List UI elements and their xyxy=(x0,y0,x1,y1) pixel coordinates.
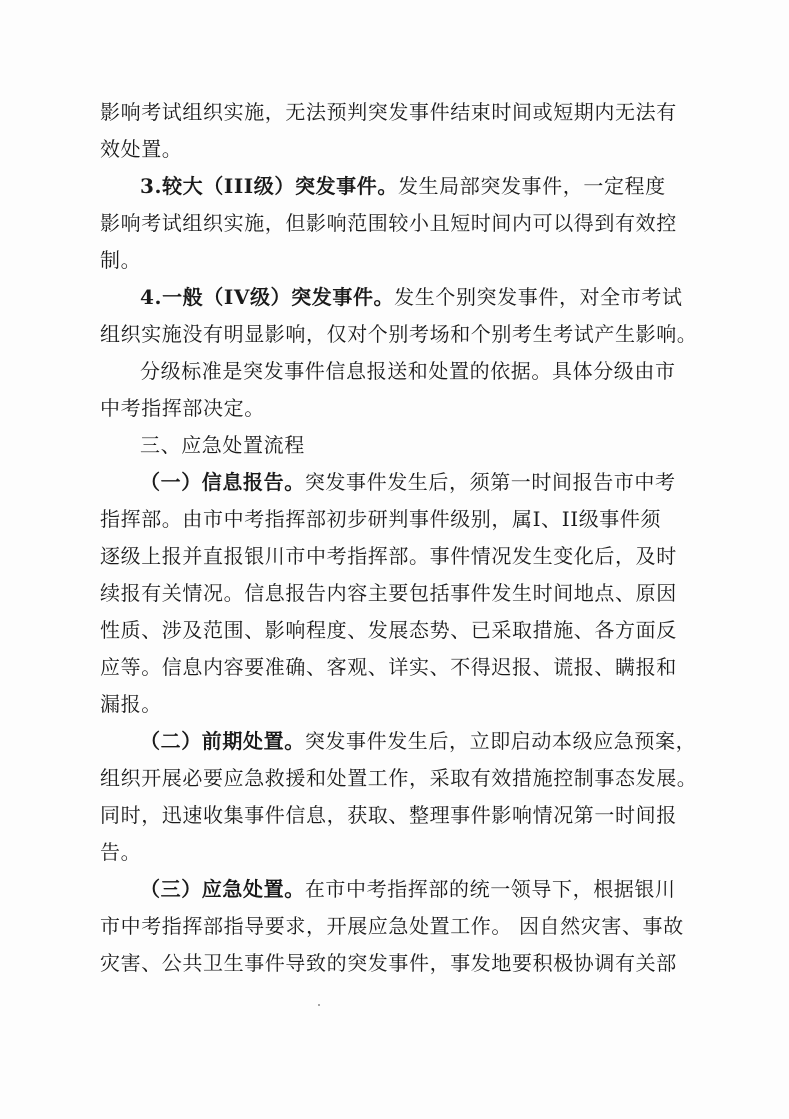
text-run: 制。 xyxy=(100,248,142,272)
text-line xyxy=(100,649,702,686)
text-line xyxy=(100,834,702,871)
text-run: 同时，迅速收集事件信息，获取、整理事件影响情况第一时间报 xyxy=(100,803,677,827)
text-line xyxy=(100,94,702,131)
text-run: 效处置。 xyxy=(100,137,183,161)
text-line xyxy=(100,797,702,834)
text-line xyxy=(100,464,702,501)
text-run: 漏报。 xyxy=(100,692,162,716)
text-run: 在市中考指挥部的统一领导下，根据银川 xyxy=(304,877,676,901)
text-line xyxy=(100,686,702,723)
text-run: 逐级上报并直报银川市中考指挥部。事件情况发生变化后，及时 xyxy=(100,544,677,568)
scan-speck xyxy=(318,1004,320,1006)
text-run: 灾害、公共卫生事件导致的突发事件，事发地要积极协调有关部 xyxy=(100,951,677,975)
text-line xyxy=(100,501,702,538)
text-line xyxy=(100,205,702,242)
text-line xyxy=(100,316,702,353)
text-run: 发生个别突发事件，对全市考试 xyxy=(394,285,683,309)
text-run: 告。 xyxy=(100,840,142,864)
text-line xyxy=(100,538,702,575)
text-run: 应等。信息内容要准确、客观、详实、不得迟报、谎报、瞒报和 xyxy=(100,655,677,679)
text-line xyxy=(100,575,702,612)
text-run: 中考指挥部决定。 xyxy=(100,396,265,420)
text-line xyxy=(100,242,702,279)
bold-lead: （一）信息报告。 xyxy=(140,470,305,494)
text-run: 分级标准是突发事件信息报送和处置的依据。具体分级由市 xyxy=(140,359,676,383)
text-run: 性质、涉及范围、影响程度、发展态势、已采取措施、各方面反 xyxy=(100,618,677,642)
document-body xyxy=(100,94,702,982)
text-line xyxy=(100,612,702,649)
bold-lead: 3.较大（III级）突发事件。 xyxy=(140,174,398,198)
text-line xyxy=(100,131,702,168)
text-run: 指挥部。由市中考指挥部初步研判事件级别，属I、II级事件须 xyxy=(100,507,662,531)
text-line xyxy=(100,353,702,390)
bold-lead: （二）前期处置。 xyxy=(140,729,305,753)
section-heading xyxy=(100,427,702,464)
text-run: 续报有关情况。信息报告内容主要包括事件发生时间地点、原因 xyxy=(100,581,677,605)
text-line xyxy=(100,168,702,205)
text-run: 突发事件发生后，须第一时间报告市中考 xyxy=(304,470,676,494)
text-run: 市中考指挥部指导要求，开展应急处置工作。 因自然灾害、事故 xyxy=(100,914,684,938)
text-run: 突发事件发生后，立即启动本级应急预案， xyxy=(304,729,697,753)
text-line xyxy=(100,723,702,760)
text-line xyxy=(100,908,702,945)
text-run: 组织开展必要应急救援和处置工作，采取有效措施控制事态发展。 xyxy=(100,766,698,790)
text-run: 发生局部突发事件，一定程度 xyxy=(397,174,666,198)
text-run: 影响考试组织实施，但影响范围较小且短时间内可以得到有效控 xyxy=(100,211,677,235)
text-line xyxy=(100,871,702,908)
text-line xyxy=(100,760,702,797)
text-line xyxy=(100,945,702,982)
text-line xyxy=(100,390,702,427)
text-run: 影响考试组织实施，无法预判突发事件结束时间或短期内无法有 xyxy=(100,100,677,124)
text-run: 组织实施没有明显影响，仅对个别考场和个别考生考试产生影响。 xyxy=(100,322,698,346)
heading-text: 三、应急处置流程 xyxy=(140,433,305,457)
bold-lead: 4.一般（IV级）突发事件。 xyxy=(140,285,395,309)
text-line xyxy=(100,279,702,316)
bold-lead: （三）应急处置。 xyxy=(140,877,305,901)
